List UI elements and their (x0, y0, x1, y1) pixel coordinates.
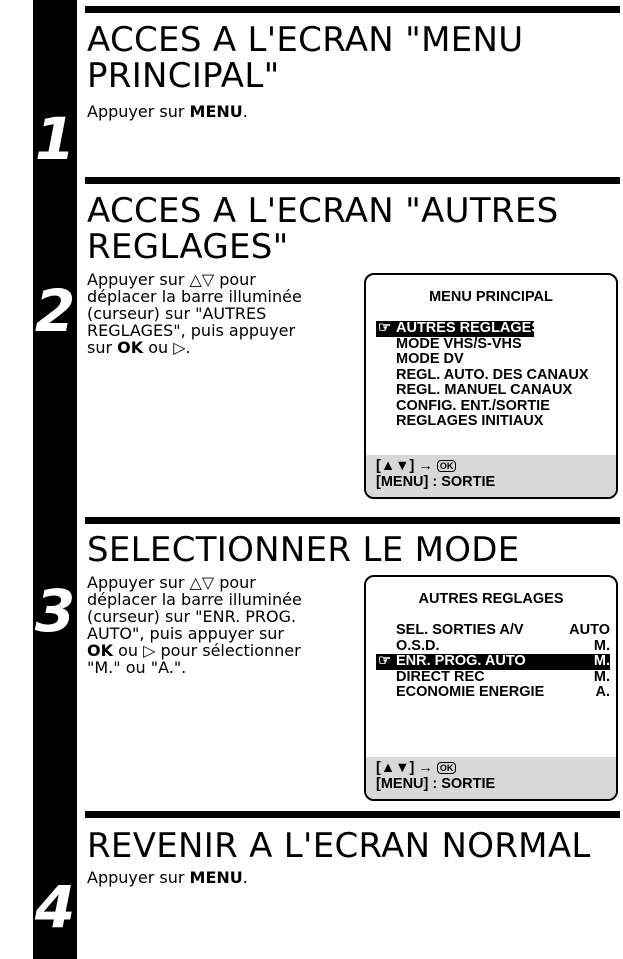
step-3-body: Appuyer sur △▽ pour déplacer la barre illuminée (curseur) sur "ENR. PROG. AUTO", puis appuyer sur OK ou ▷ pour sélectionner "M." ou "A.". (87, 573, 302, 677)
step-3-rule (85, 517, 620, 524)
ok-button-icon: OK (437, 762, 457, 774)
screen-menu-list (376, 321, 610, 430)
autres-reglages-screen (364, 575, 618, 801)
step-4-body: Appuyer sur MENU. (87, 868, 248, 887)
exit-hint: [MENU] : SORTIE (376, 775, 496, 792)
screen-header: AUTRES REGLAGES (418, 591, 564, 607)
navigation-arrows: [▲▼] → (376, 458, 433, 474)
menu-item[interactable]: REGL. AUTO. DES CANAUX (396, 366, 589, 383)
menu-item[interactable]: REGL. MANUEL CANAUX (396, 382, 573, 398)
pointing-hand-icon: ☞ (378, 320, 391, 336)
screen-footer (366, 455, 616, 497)
menu-item-selected[interactable]: ☞ AUTRES REGLAGES (378, 320, 542, 336)
step-4-number: 4 (34, 873, 76, 941)
menu-item[interactable]: REGLAGES INITIAUX (396, 413, 544, 429)
step-4-rule (85, 811, 620, 818)
navigation-arrows: [▲▼] → (376, 760, 433, 776)
screen-header: MENU PRINCIPAL (429, 289, 553, 305)
menu-principal-screen (364, 273, 618, 499)
step-1-title: ACCES A L'ECRAN "MENU PRINCIPAL" (87, 20, 524, 96)
screen-menu-list (376, 623, 610, 701)
menu-item-selected[interactable]: ☞ ENR. PROG. AUTO M. (378, 653, 610, 669)
exit-hint: [MENU] : SORTIE (376, 473, 496, 490)
menu-item[interactable]: SEL. SORTIES A/V AUTO (396, 622, 610, 638)
pointing-hand-icon: ☞ (378, 653, 391, 669)
screen-footer (366, 757, 616, 799)
step-2-rule (85, 177, 620, 184)
step-1-number: 1 (34, 105, 76, 173)
menu-item[interactable]: O.S.D. M. (396, 637, 610, 654)
menu-item[interactable]: DIRECT REC M. (396, 668, 610, 685)
step-2-number: 2 (34, 277, 76, 345)
step-3-number: 3 (34, 577, 76, 645)
step-1-body: Appuyer sur MENU. (87, 102, 248, 121)
menu-item[interactable]: MODE DV (396, 351, 464, 367)
step-3-title: SELECTIONNER LE MODE (87, 530, 520, 570)
menu-item[interactable]: CONFIG. ENT./SORTIE (396, 397, 550, 414)
step-2-title: ACCES A L'ECRAN "AUTRES REGLAGES" (87, 191, 559, 267)
menu-item[interactable]: MODE VHS/S-VHS (396, 335, 522, 352)
step-1-rule (85, 6, 620, 13)
step-4-title: REVENIR A L'ECRAN NORMAL (87, 826, 591, 866)
ok-button-icon: OK (437, 460, 457, 472)
menu-item[interactable]: ECONOMIE ENERGIE A. (396, 684, 610, 700)
step-2-body: Appuyer sur △▽ pour déplacer la barre illuminée (curseur) sur "AUTRES REGLAGES", puis appuyer sur OK ou ▷. (87, 270, 302, 357)
